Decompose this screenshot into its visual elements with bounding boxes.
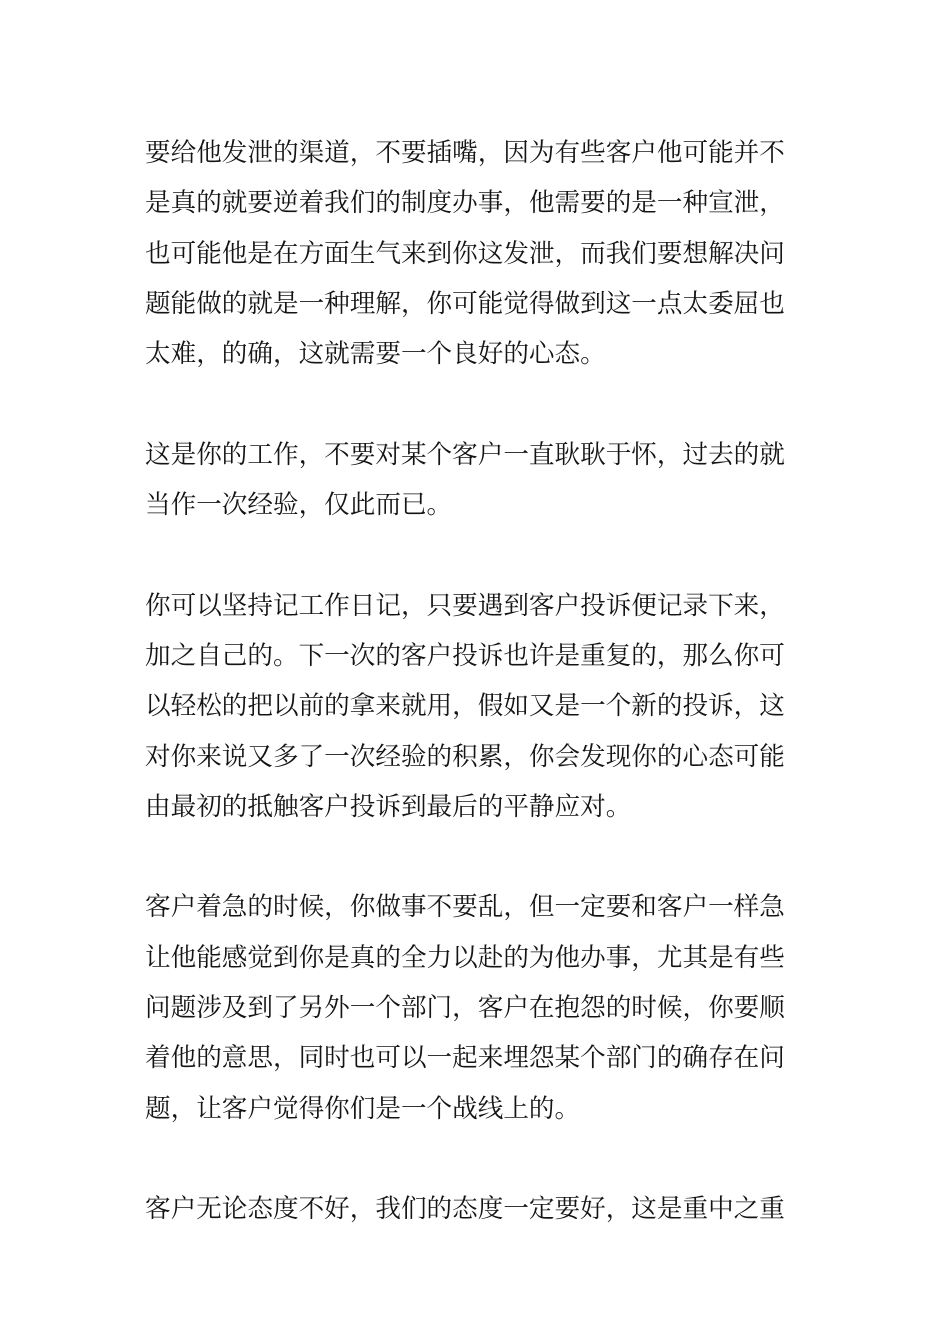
paragraph-5	[145, 1184, 810, 1234]
paragraph-line: 当作一次经验，仅此而已。	[145, 490, 453, 521]
document-body	[145, 128, 810, 1285]
paragraph-line: 着他的意思，同时也可以一起来埋怨某个部门的确存在问	[145, 1043, 785, 1074]
paragraph-line: 让他能感觉到你是真的全力以赴的为他办事，尤其是有些	[145, 942, 785, 973]
paragraph-line: 客户无论态度不好，我们的态度一定要好，这是重中之重	[145, 1194, 785, 1225]
paragraph-line: 加之自己的。下一次的客户投诉也许是重复的，那么你可	[145, 640, 785, 671]
paragraph-1	[145, 128, 810, 379]
paragraph-line: 客户着急的时候，你做事不要乱，但一定要和客户一样急	[145, 892, 785, 923]
paragraph-line: 你可以坚持记工作日记，只要遇到客户投诉便记录下来，	[145, 590, 785, 621]
paragraph-line: 由最初的抵触客户投诉到最后的平静应对。	[145, 791, 632, 822]
paragraph-line: 太难，的确，这就需要一个良好的心态。	[145, 339, 606, 370]
paragraph-line: 题，让客户觉得你们是一个战线上的。	[145, 1093, 581, 1124]
paragraph-line: 以轻松的把以前的拿来就用，假如又是一个新的投诉，这	[145, 691, 785, 722]
paragraph-line: 对你来说又多了一次经验的积累，你会发现你的心态可能	[145, 741, 785, 772]
paragraph-line: 要给他发泄的渠道，不要插嘴，因为有些客户他可能并不	[145, 138, 785, 168]
paragraph-4	[145, 882, 810, 1133]
paragraph-line: 这是你的工作，不要对某个客户一直耿耿于怀，过去的就	[145, 439, 785, 470]
paragraph-2	[145, 430, 810, 531]
paragraph-line: 问题涉及到了另外一个部门，客户在抱怨的时候，你要顺	[145, 993, 785, 1024]
paragraph-line: 是真的就要逆着我们的制度办事，他需要的是一种宣泄，	[145, 188, 785, 219]
paragraph-line: 也可能他是在方面生气来到你这发泄，而我们要想解决问	[145, 238, 785, 269]
paragraph-line: 题能做的就是一种理解，你可能觉得做到这一点太委屈也	[145, 288, 785, 319]
paragraph-3	[145, 581, 810, 832]
